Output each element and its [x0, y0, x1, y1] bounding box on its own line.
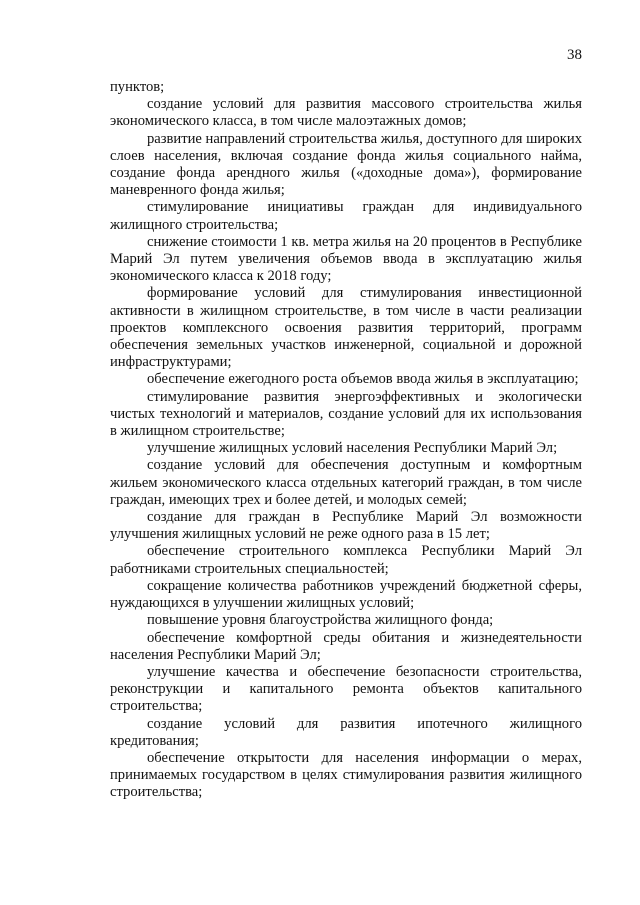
- paragraph: снижение стоимости 1 кв. метра жилья на 20 процентов в Республике Марий Эл путем увеличения объемов ввода в эксплуатацию жилья экономического класса к 2018 году;: [110, 233, 582, 285]
- paragraph: обеспечение открытости для населения информации о мерах, принимаемых государством в целях стимулирования развития жилищного строительства;: [110, 749, 582, 801]
- paragraph: сокращение количества работников учреждений бюджетной сферы, нуждающихся в улучшении жилищных условий;: [110, 577, 582, 612]
- paragraph: стимулирование инициативы граждан для индивидуального жилищного строительства;: [110, 199, 582, 233]
- paragraph: повышение уровня благоустройства жилищного фонда;: [147, 612, 494, 629]
- paragraph: стимулирование развития энергоэффективных и экологически чистых технологий и материалов, создание условий для их использования в жилищном строительстве;: [110, 388, 582, 440]
- paragraph: развитие направлений строительства жилья, доступного для широких слоев населения, включая создание фонда жилья социального найма, создание фонда арендного жилья («доходные дома»), формирование маневренного фонда жилья;: [110, 130, 582, 199]
- paragraph: пунктов;: [110, 79, 165, 95]
- paragraph: создание условий для обеспечения доступным и комфортным жильем экономического класса отдельных категорий граждан, в том числе граждан, имеющих трех и более детей, и молодых семей;: [110, 457, 582, 508]
- paragraph: обеспечение комфортной среды обитания и жизнедеятельности населения Республики Марий Эл;: [110, 629, 582, 663]
- paragraph: создание условий для развития ипотечного жилищного кредитования;: [110, 715, 582, 749]
- body-text: [110, 79, 582, 802]
- paragraph: обеспечение строительного комплекса Республики Марий Эл работниками строительных специальностей;: [110, 543, 582, 577]
- paragraph: улучшение качества и обеспечение безопасности строительства, реконструкции и капитального ремонта объектов капитального строительства;: [110, 663, 582, 715]
- paragraph: улучшение жилищных условий населения Республики Марий Эл;: [147, 440, 558, 457]
- paragraph: создание условий для развития массового строительства жилья экономического класса, в том числе малоэтажных домов;: [110, 96, 582, 130]
- paragraph: создание для граждан в Республике Марий Эл возможности улучшения жилищных условий не реже одного раза в 15 лет;: [110, 509, 582, 543]
- page-number: 38: [567, 47, 582, 63]
- paragraph: обеспечение ежегодного роста объемов ввода жилья в эксплуатацию;: [147, 371, 579, 388]
- paragraph: формирование условий для стимулирования инвестиционной активности в жилищном строительстве, в том числе в части реализации проектов комплексного освоения развития территорий, программ обеспечения земельных участков инженерной, социальной и дорожной инфраструктурами;: [110, 285, 582, 371]
